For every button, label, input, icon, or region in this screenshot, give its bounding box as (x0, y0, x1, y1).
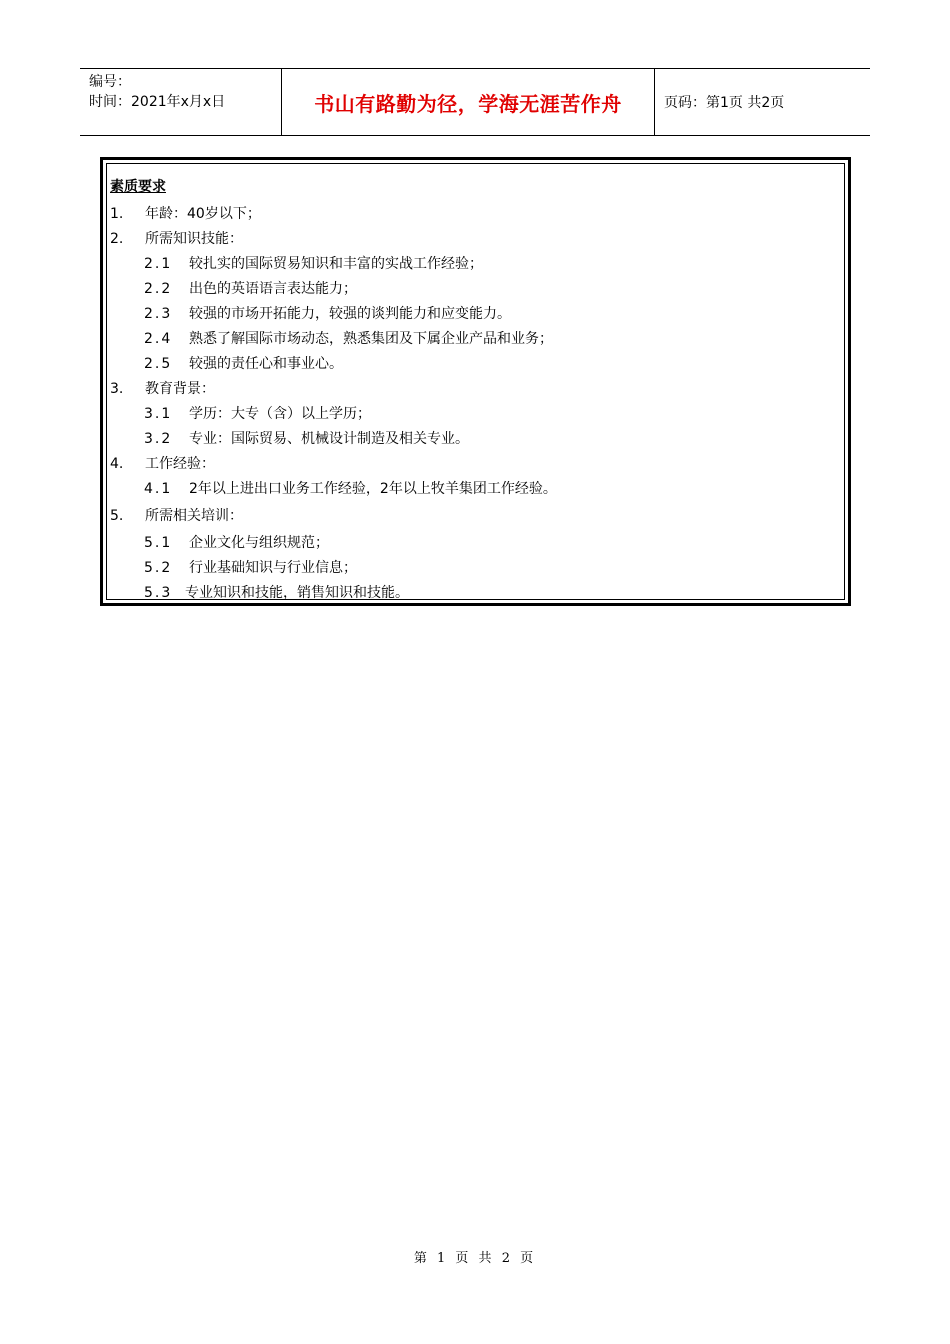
item-number: 3. (110, 381, 124, 397)
item-number: 1. (110, 206, 124, 222)
header-page-label: 页码：第1页 共2页 (664, 95, 785, 111)
sub-item-number: 3.1 (144, 406, 173, 422)
section-title: 素质要求 (110, 179, 166, 195)
page-footer: 第 1 页 共 2 页 (413, 1251, 537, 1266)
sub-item-text: 熟悉了解国际市场动态，熟悉集团及下属企业产品和业务； (189, 331, 553, 347)
requirements-inner-border (106, 163, 845, 600)
sub-item-number: 2.2 (144, 281, 173, 297)
sub-item-text: 行业基础知识与行业信息； (189, 560, 357, 576)
header-motto: 书山有路勤为径，学海无涯苦作舟 (282, 69, 655, 135)
sub-item-number: 5.1 (144, 535, 173, 551)
item-text: 工作经验： (145, 456, 215, 472)
requirements-frame (100, 157, 851, 606)
sub-item-number: 5.2 (144, 560, 173, 576)
sub-item-text: 较强的市场开拓能力，较强的谈判能力和应变能力。 (189, 306, 511, 322)
sub-item-text: 学历：大专（含）以上学历； (189, 406, 371, 422)
sub-item-number: 2.4 (144, 331, 173, 347)
item-number: 2. (110, 231, 124, 247)
sub-item-text: 专业：国际贸易、机械设计制造及相关专业。 (189, 431, 469, 447)
item-number: 4. (110, 456, 124, 472)
item-text: 教育背景： (145, 381, 215, 397)
item-text: 所需相关培训： (145, 508, 243, 524)
sub-item-text: 企业文化与组织规范； (189, 535, 329, 551)
item-number: 5. (110, 508, 124, 524)
sub-item-text: 专业知识和技能，销售知识和技能。 (185, 585, 409, 601)
header-meta (80, 69, 282, 135)
item-text: 所需知识技能： (145, 231, 243, 247)
sub-item-number: 5.3 (144, 585, 173, 601)
sub-item-number: 2.5 (144, 356, 173, 372)
serial-label: 编号： (89, 74, 131, 90)
date-label: 时间：2021年x月x日 (89, 94, 226, 110)
sub-item-text: 出色的英语语言表达能力； (189, 281, 357, 297)
sub-item-number: 2.1 (144, 256, 173, 272)
sub-item-number: 2.3 (144, 306, 173, 322)
sub-item-text: 较强的责任心和事业心。 (189, 356, 343, 372)
sub-item-text: 2年以上进出口业务工作经验，2年以上牧羊集团工作经验。 (189, 481, 557, 497)
sub-item-text: 较扎实的国际贸易知识和丰富的实战工作经验； (189, 256, 483, 272)
sub-item-number: 4.1 (144, 481, 173, 497)
sub-item-number: 3.2 (144, 431, 173, 447)
item-text: 年龄：40岁以下； (145, 206, 261, 222)
document-header (80, 68, 870, 136)
